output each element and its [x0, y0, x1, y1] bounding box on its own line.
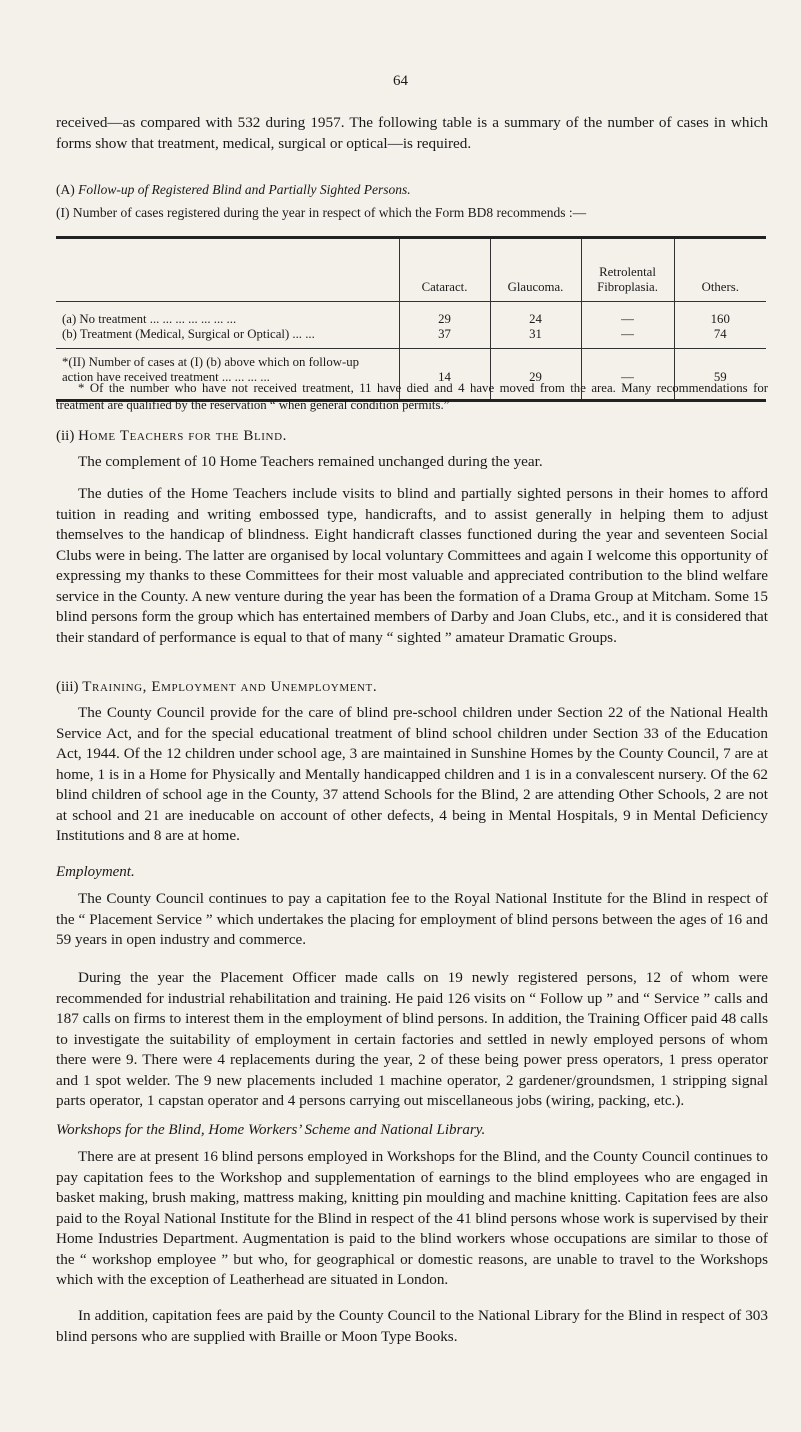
workshops-paragraph-2: In addition, capitation fees are paid by the County Council to the National Library for the Blind in respect of 303 blind persons who are supplied with Braille or Moon Type Books. — [56, 1307, 768, 1345]
cell-others: 59 — [674, 349, 766, 401]
section-ii-number: (ii) — [56, 428, 75, 444]
page-number: 64 — [393, 73, 408, 89]
follow-up-table — [56, 236, 766, 402]
section-iii-title: Training, Employment and Unemployment. — [82, 679, 378, 695]
table-header-row — [56, 238, 766, 302]
employment-paragraph-2: During the year the Placement Officer made calls on 19 newly registered persons, 12 of whom were recommended for industrial rehabilitation and training. He paid 126 visits on “ Follow up ” and “ Service ” calls and 187 calls on firms to interest them in the employment of blind persons. In addition, the Training Officer paid 48 calls to investigate the suitability of employment in certain factories and settled in newly employed persons of whom there were 9. There were 4 replacements during the year, 2 of these being power press operators, 1 press operator and 1 spot welder. The 9 new placements included 1 machine operator, 2 gardener/groundsmen, 1 stripping signal parts operator, 1 capstan operator and 4 persons carrying out miscellaneous jobs (wiring, packing, etc.). — [56, 969, 768, 1109]
cell-retrolental: — — [581, 327, 674, 349]
employment-paragraph-1: The County Council continues to pay a capitation fee to the Royal National Institute for the Blind in respect of the “ Placement Service ” which undertakes the placing for employment of blind persons between the ages of 16 and 59 years in open industry and commerce. — [56, 890, 768, 948]
cell-retrolental: — — [581, 302, 674, 328]
section-ii-title: Home Teachers for the Blind. — [78, 428, 287, 444]
table-header-others: Others. — [674, 238, 766, 302]
cell-others: 160 — [674, 302, 766, 328]
section-i-heading: (I) Number of cases registered during the year in respect of which the Form BD8 recommends :— — [56, 205, 587, 220]
section-a-title: Follow-up of Registered Blind and Partially Sighted Persons. — [78, 182, 411, 197]
cell-glaucoma: 29 — [490, 349, 581, 401]
table-row — [56, 302, 766, 328]
table-footnote: * Of the number who have not received treatment, 11 have died and 4 have moved from the area. Many recommendations for treatment are qualified by the reservation “ when general condition permits.” — [56, 381, 768, 412]
section-iii-number: (iii) — [56, 679, 79, 695]
row-label: (b) Treatment (Medical, Surgical or Optical) ... ... — [62, 327, 315, 341]
section-ii-paragraph-1: The complement of 10 Home Teachers remained unchanged during the year. — [78, 453, 543, 470]
section-iii-heading — [56, 679, 377, 696]
table-header-glaucoma: Glaucoma. — [490, 238, 581, 302]
cell-cataract: 37 — [399, 327, 490, 349]
cell-others: 74 — [674, 327, 766, 349]
intro-paragraph: received—as compared with 532 during 1957. The following table is a summary of the number of cases in which forms show that treatment, medical, surgical or optical—is required. — [56, 114, 768, 152]
workshops-heading: Workshops for the Blind, Home Workers’ Scheme and National Library. — [56, 1122, 486, 1138]
row-label: (a) No treatment ... ... ... ... ... ... ... — [62, 312, 237, 326]
section-ii-paragraph-2: The duties of the Home Teachers include visits to blind and partially sighted persons in their homes to afford tuition in reading and writing embossed type, handicrafts, and to assist generally in helping them to adjust themselves to the handicap of blindness. Eight handicraft classes functioned during the year and seventeen Social Clubs were in being. The latter are organised by local voluntary Committees and again I welcome this opportunity of expressing my thanks to these Committees for their most valuable and appreciated contribution to the blind welfare service in the County. A new venture during the year has been the formation of a Drama Group at Mitcham. Some 15 blind persons form the group which has entertained members of Darby and Joan Clubs, etc., and it is considered that their standard of performance is equal to that of many “ sighted ” amateur Dramatic Groups. — [56, 485, 768, 646]
table-header-blank — [56, 238, 399, 302]
table-header-retrolental: Retrolental Fibroplasia. — [581, 238, 674, 302]
cell-glaucoma: 31 — [490, 327, 581, 349]
section-a-heading — [56, 181, 768, 199]
section-iii-paragraph-1: The County Council provide for the care of blind pre-school children under Section 22 of the National Health Service Act, and for the special educational treatment of blind school children under Section 33 of the Education Act, 1944. Of the 12 children under school age, 3 are maintained in Sunshine Homes by the County Council, 7 are at home, 1 is in a Home for Physically and Mentally handicapped children and 1 is in a convalescent nursery. Of the 62 blind children of school age in the County, 37 attend Schools for the Blind, 2 are attending Other Schools, 2 are not at school and 21 are ineducable on account of other defects, 4 being in Mental Hospitals, 9 in Mental Deficiency Institutions and 8 are at home. — [56, 704, 768, 844]
table-header-cataract: Cataract. — [399, 238, 490, 302]
workshops-paragraph-1: There are at present 16 blind persons employed in Workshops for the Blind, and the County Council continues to pay capitation fees to the Workshop and supplementation of earnings to the blind employees who are engaged in basket making, brush making, mattress making, knitting pin moulding and machine knitting. Capitation fees are also paid to the Royal National Institute for the Blind in respect of the 41 blind persons whose work is supervised by their Home Industries Department. Augmentation is paid to the blind workers whose occupations are similar to those of the “ workshop employee ” but who, for geographical or domestic reasons, are unable to travel to the Workshops which with the exception of Leatherhead are situated in London. — [56, 1148, 768, 1288]
cell-glaucoma: 24 — [490, 302, 581, 328]
employment-heading: Employment. — [56, 864, 135, 880]
cell-cataract: 29 — [399, 302, 490, 328]
table-row — [56, 327, 766, 349]
cell-retrolental: — — [581, 349, 674, 401]
section-a-number: (A) — [56, 182, 75, 197]
row-label: *(II) Number of cases at (I) (b) above which on follow-up action have received treatment ... ... ... ... — [62, 355, 360, 384]
section-ii-heading — [56, 428, 287, 445]
cell-cataract: 14 — [399, 349, 490, 401]
